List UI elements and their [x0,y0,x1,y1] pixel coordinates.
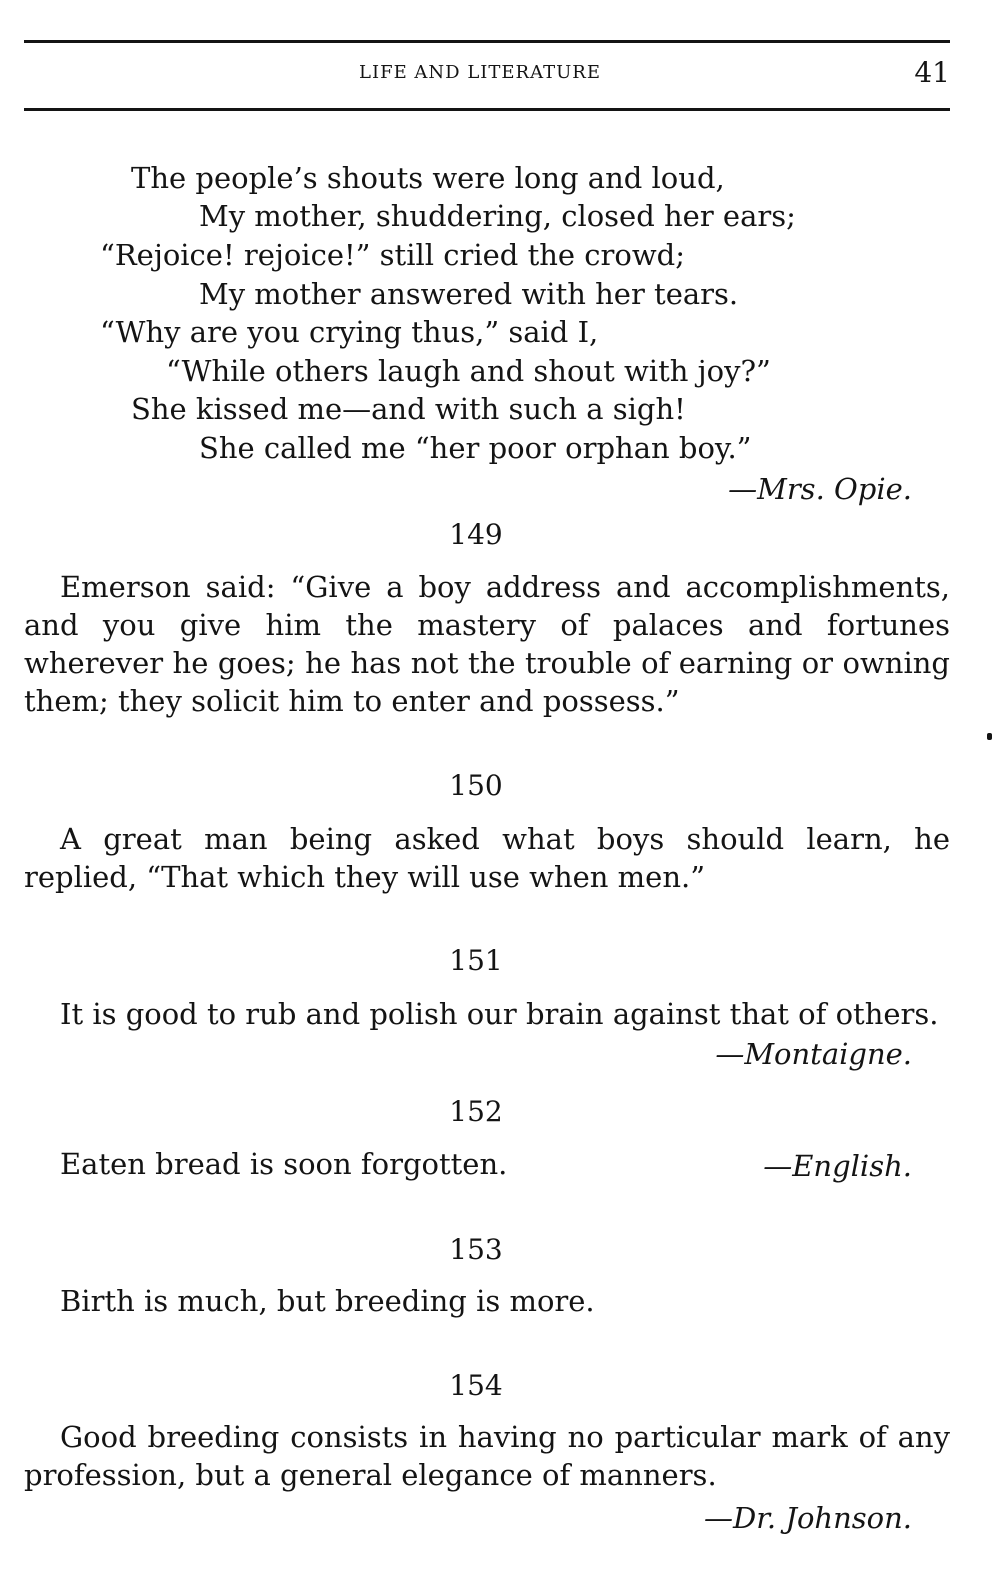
entry-number: 150 [449,769,503,802]
poem-line: “Rejoice! rejoice!” still cried the crowd; [100,238,686,272]
poem-attribution: —Mrs. Opie. [728,472,912,506]
entry-number: 154 [449,1369,503,1402]
entry-text [24,995,950,1033]
running-head: LIFE AND LITERATURE [359,62,601,83]
header-rule-top [24,40,950,43]
entry-text-body: It is good to rub and polish our brain against that of others. [60,997,939,1031]
entry-number: 153 [449,1233,503,1266]
entry-text [24,820,950,896]
poem-line: My mother answered with her tears. [199,277,739,311]
entry-attribution: —Dr. Johnson. [703,1501,912,1535]
entry-text-body: A great man being asked what boys should learn, he replied, “That which they will use when men.” [24,822,950,894]
page-number: 41 [914,56,950,89]
entry-number: 152 [449,1095,503,1128]
entry-text-body: Eaten bread is soon forgotten. [60,1147,508,1181]
entry-text [24,568,950,720]
print-speck [987,733,992,740]
entry-text-body: Birth is much, but breeding is more. [60,1284,595,1318]
entry-text [24,1418,950,1494]
poem-line: “Why are you crying thus,” said I, [100,315,599,349]
entry-text-body: Good breeding consists in having no particular mark of any profession, but a general elegance of manners. [24,1420,950,1492]
poem-line: The people’s shouts were long and loud, [131,161,725,195]
entry-number: 149 [449,518,503,551]
entry-number: 151 [449,944,503,977]
header-rule-bottom [24,108,950,111]
entry-text-body: Emerson said: “Give a boy address and accomplishments, and you give him the mastery of palaces and fortunes wherever he goes; he has not the trouble of earning or owning them; they solicit him to enter and possess.” [24,570,950,718]
poem-line: She kissed me—and with such a sigh! [131,392,686,426]
poem-line: She called me “her poor orphan boy.” [199,431,752,465]
entry-attribution: —English. [763,1149,912,1183]
poem-line: My mother, shuddering, closed her ears; [199,199,796,233]
entry-attribution: —Montaigne. [715,1037,912,1071]
poem-line: “While others laugh and shout with joy?” [166,354,771,388]
